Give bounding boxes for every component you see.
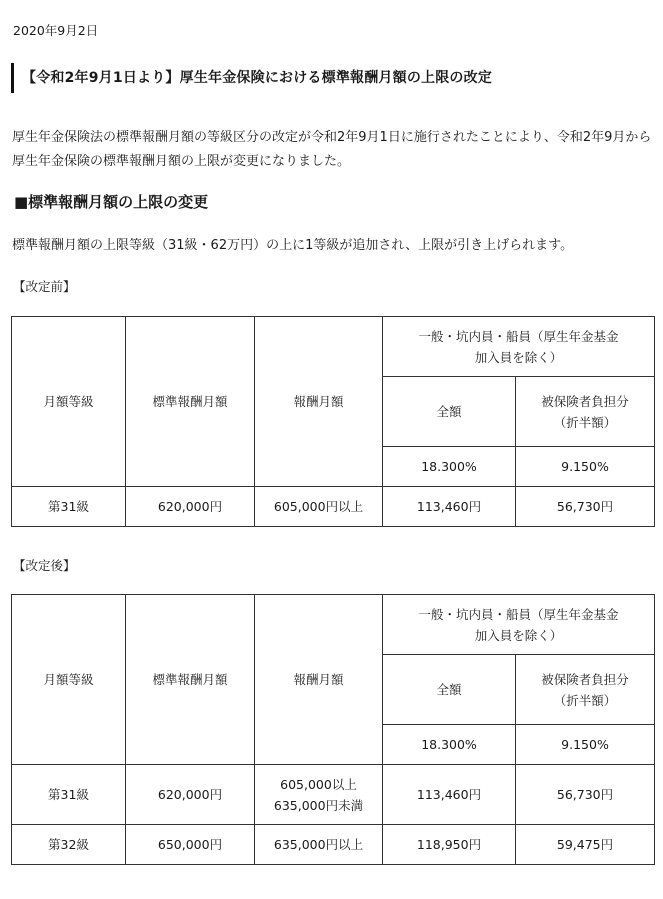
header-group-line2: 加入員を除く） [474,627,563,643]
header-standard: 標準報酬月額 [126,317,255,487]
rate-total: 18.300% [383,725,516,765]
header-grade: 月額等級 [12,317,126,487]
rate-half: 9.150% [516,447,655,487]
cell-total: 118,950円 [383,825,516,865]
cell-half: 56,730円 [516,487,655,527]
change-sentence: 標準報酬月額の上限等級（31級・62万円）の上に1等級が追加され、上限が引き上げられます。 [12,238,574,253]
header-group-line1: 一般・坑内員・船員（厚生年金基金 [418,606,619,622]
rate-total: 18.300% [383,447,516,487]
cell-total: 113,460円 [383,487,516,527]
table-after [11,594,655,865]
header-insured-line2: （折半額） [553,414,617,430]
date: 2020年9月2日 [13,23,99,38]
intro-paragraph: 厚生年金保険法の標準報酬月額の等級区分の改定が令和2年9月1日に施行されたことにより、令和2年9月から厚生年金保険の標準報酬月額の上限が変更になりました。 [12,130,652,169]
cell-grade: 第32級 [12,825,126,865]
table-row [12,487,655,527]
header-row [12,595,655,655]
cell-grade: 第31級 [12,487,126,527]
header-remuneration: 報酬月額 [255,317,383,487]
cell-half: 59,475円 [516,825,655,865]
header-group [383,317,655,377]
header-row [12,317,655,377]
cell-standard: 620,000円 [126,765,255,825]
header-insured-line1: 被保険者負担分 [541,393,629,409]
header-standard: 標準報酬月額 [126,595,255,765]
title-accent-bar [11,63,14,93]
header-total: 全額 [383,655,516,725]
label-after: 【改定後】 [13,558,76,573]
table-before [11,316,655,527]
label-before: 【改定前】 [13,279,76,294]
cell-remuneration-line1: 605,000以上 [280,776,357,792]
cell-total: 113,460円 [383,765,516,825]
header-insured-line2: （折半額） [553,692,617,708]
cell-grade: 第31級 [12,765,126,825]
header-group [383,595,655,655]
rate-half: 9.150% [516,725,655,765]
cell-remuneration: 605,000円以上 [255,487,383,527]
header-group-line1: 一般・坑内員・船員（厚生年金基金 [418,328,619,344]
header-grade: 月額等級 [12,595,126,765]
cell-standard: 620,000円 [126,487,255,527]
cell-standard: 650,000円 [126,825,255,865]
cell-remuneration-line2: 635,000円未満 [273,797,364,813]
cell-remuneration [255,765,383,825]
header-insured-line1: 被保険者負担分 [541,671,629,687]
header-remuneration: 報酬月額 [255,595,383,765]
header-group-line2: 加入員を除く） [474,349,563,365]
section-heading: ■標準報酬月額の上限の変更 [14,193,209,211]
cell-remuneration: 635,000円以上 [255,825,383,865]
table-row [12,825,655,865]
cell-half: 56,730円 [516,765,655,825]
header-insured [516,377,655,447]
header-total: 全額 [383,377,516,447]
table-row [12,765,655,825]
header-insured [516,655,655,725]
document-title: 【令和2年9月1日より】厚生年金保険における標準報酬月額の上限の改定 [22,70,493,86]
